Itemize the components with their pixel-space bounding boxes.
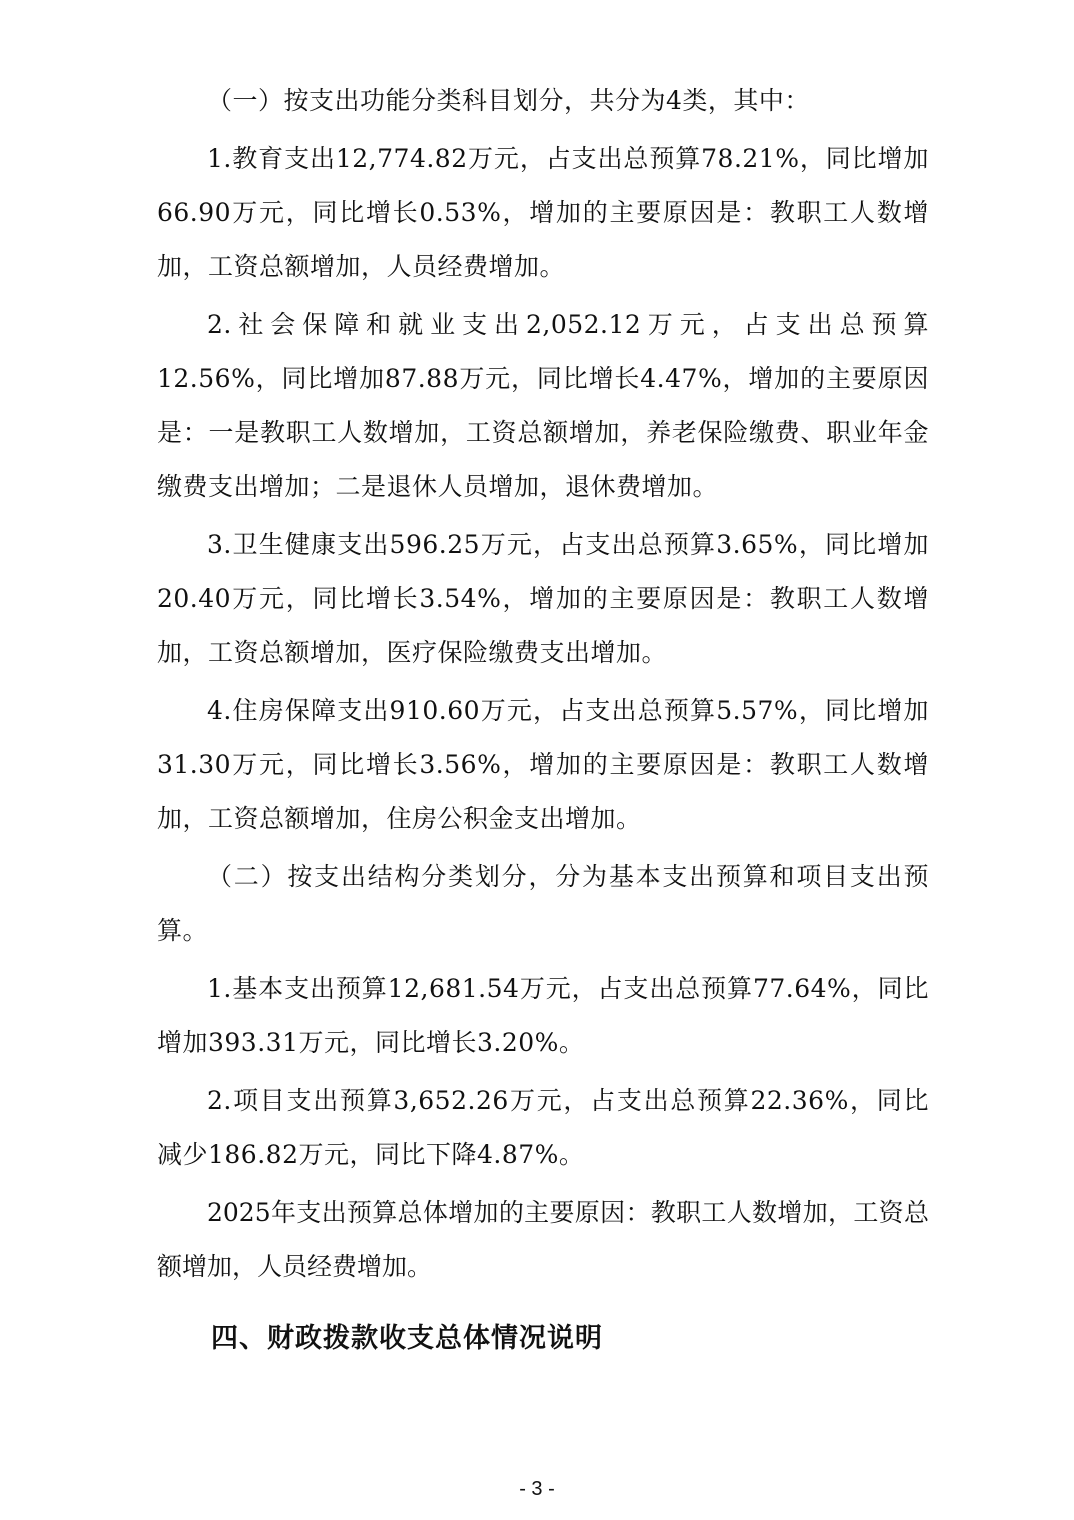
section-intro-structural-classification: （二）按支出结构分类划分，分为基本支出预算和项目支出预算。 — [157, 862, 929, 945]
paragraph-social-security-expenditure: 2.社会保障和就业支出2,052.12万元，占支出总预算12.56%，同比增加87.88万元，同比增长4.47%，增加的主要原因是：一是教职工人数增加，工资总额增加，养老保险缴费、职业年金缴费支出增加；二是退休人员增加，退休费增加。 — [157, 310, 929, 501]
paragraph-education-expenditure: 1.教育支出12,774.82万元，占支出总预算78.21%，同比增加66.90万元，同比增长0.53%，增加的主要原因是：教职工人数增加，工资总额增加，人员经费增加。 — [157, 144, 929, 281]
page-number: - 3 - — [519, 1478, 555, 1500]
section-intro-functional-classification: （一）按支出功能分类科目划分，共分为4类，其中： — [207, 86, 810, 115]
paragraph-health-expenditure: 3.卫生健康支出596.25万元，占支出总预算3.65%，同比增加20.40万元，同比增长3.54%，增加的主要原因是：教职工人数增加，工资总额增加，医疗保险缴费支出增加。 — [157, 530, 929, 667]
paragraph-housing-expenditure: 4.住房保障支出910.60万元，占支出总预算5.57%，同比增加31.30万元，同比增长3.56%，增加的主要原因是：教职工人数增加，工资总额增加，住房公积金支出增加。 — [157, 696, 929, 833]
paragraph-project-expenditure: 2.项目支出预算3,652.26万元，占支出总预算22.36%，同比减少186.82万元，同比下降4.87%。 — [157, 1086, 929, 1169]
document-body — [157, 74, 929, 1366]
paragraph-basic-expenditure: 1.基本支出预算12,681.54万元，占支出总预算77.64%，同比增加393.31万元，同比增长3.20%。 — [157, 974, 929, 1057]
paragraph-overall-increase-reason: 2025年支出预算总体增加的主要原因：教职工人数增加，工资总额增加，人员经费增加。 — [157, 1198, 929, 1281]
section-heading: 四、财政拨款收支总体情况说明 — [211, 1323, 603, 1354]
